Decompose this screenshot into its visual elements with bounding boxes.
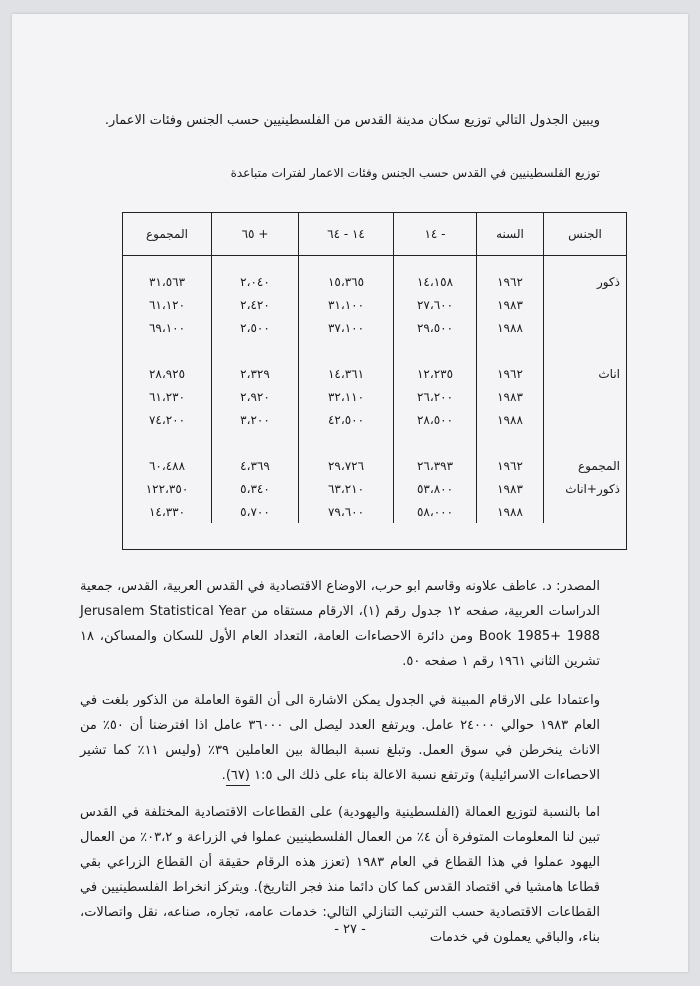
cell-value: ٢٦،٢٠٠: [394, 385, 477, 408]
header-gender: الجنس: [544, 213, 627, 256]
table-row: [123, 362, 626, 385]
cell-value: ٣،٢٠٠: [212, 408, 299, 431]
cell-value: ٤،٣٦٩: [212, 454, 299, 477]
cell-year: ١٩٨٨: [477, 500, 544, 523]
cell-value: ٥،٣٤٠: [212, 477, 299, 500]
cell-total: ١٢٢،٣٥٠: [145, 481, 189, 496]
cell-total: ٦٠،٤٨٨: [148, 458, 186, 473]
table-header-row: [123, 213, 626, 256]
cell-value: ١٥،٣٦٥: [299, 270, 394, 293]
cell-total: ٦١،٢٣٠: [148, 389, 186, 404]
cell-value: ٥،٧٠٠: [212, 500, 299, 523]
cell-value: ٥٨،٠٠٠: [394, 500, 477, 523]
cell-total: ٧٤،٢٠٠: [148, 412, 186, 427]
cell-year: ١٩٨٨: [477, 316, 544, 339]
cell-year: ١٩٨٨: [477, 408, 544, 431]
cell-value: ٣١،١٠٠: [299, 293, 394, 316]
cell-value: ٤٢،٥٠٠: [299, 408, 394, 431]
cell-year: ١٩٨٣: [477, 293, 544, 316]
cell-value: ٥٣،٨٠٠: [394, 477, 477, 500]
cell-year: ١٩٦٢: [477, 362, 544, 385]
footnote-reference: (٦٧): [226, 768, 250, 786]
table-row: [123, 408, 626, 431]
table-caption: توزيع الفلسطينيين في القدس حسب الجنس وفئات الاعمار لفترات متباعدة: [230, 166, 600, 180]
group-label-total: المجموع: [544, 454, 627, 477]
cell-value: ٢،٤٢٠: [212, 293, 299, 316]
header-year: السنه: [477, 213, 544, 256]
table-row: [123, 454, 626, 477]
group-label-total-sub: ذكور+اناث: [544, 477, 627, 500]
header-14-64: ١٤ - ٦٤: [299, 213, 394, 256]
cell-total: ٦٩،١٠٠: [148, 320, 186, 335]
body-paragraph-1: واعتمادا على الارقام المبينة في الجدول يمكن الاشارة الى أن القوة العاملة من الذكور بلغت في العام ١٩٨٣ حوالي ٢٤٠٠٠ عامل. ويرتفع العدد ليصل الى ٣٦٠٠٠ عامل اذا افترضنا أن ٥٠٪ من الاناث ينخرطن في سوق العمل. وتبلغ نسبة البطالة بين العاملين ٣٩٪ (وليس ١١٪ كما تشير الاحصاءات الاسرائيلية) وترتفع نسبة الاعالة بناء على ذلك الى ١:٥ (٦٧).: [80, 688, 600, 788]
cell-value: ٢،٣٢٩: [212, 362, 299, 385]
cell-value: ٢٧،٦٠٠: [394, 293, 477, 316]
cell-value: ٢٨،٥٠٠: [394, 408, 477, 431]
source-note: المصدر: د. عاطف علاونه وقاسم ابو حرب، الاوضاع الاقتصادية في القدس العربية، القدس، جمعية الدراسات العربية، صفحه ١٢ جدول رقم (١)، الارقام مستقاه من Jerusalem Statistical Year Book 1985+ 1988 ومن دائرة الاحصاءات العامة، التعداد العام الأول للسكان والمساكن، ١٨ تشرين الثاني ١٩٦١ رقم ١ صفحه ٥٠.: [80, 579, 600, 669]
cell-value: ٢،٠٤٠: [212, 270, 299, 293]
cell-value: ٣٢،١١٠: [299, 385, 394, 408]
cell-year: ١٩٨٣: [477, 477, 544, 500]
header-under-14: - ١٤: [394, 213, 477, 256]
page-number: - ٢٧ -: [334, 922, 366, 937]
population-table: [122, 212, 627, 550]
cell-value: ٢٦،٣٩٣: [394, 454, 477, 477]
cell-year: ١٩٦٢: [477, 454, 544, 477]
paragraph-text: واعتمادا على الارقام المبينة في الجدول يمكن الاشارة الى أن القوة العاملة من الذكور بلغت في العام ١٩٨٣ حوالي ٢٤٠٠٠ عامل. ويرتفع العدد ليصل الى ٣٦٠٠٠ عامل اذا افترضنا أن ٥٠٪ من الاناث ينخرطن في سوق العمل. وتبلغ نسبة البطالة بين العاملين ٣٩٪ (وليس ١١٪ كما تشير الاحصاءات الاسرائيلية) وترتفع نسبة الاعالة بناء على ذلك الى ١:٥: [80, 693, 600, 783]
body-paragraph-2: اما بالنسبة لتوزيع العمالة (الفلسطينية واليهودية) على القطاعات الاقتصادية المختلفة في القدس تبين لنا المعلومات المتوفرة أن ٤٪ من العمال الفلسطينيين عملوا في الزراعة و ٠٣،٢٪ من العمال اليهود عملوا في هذا القطاع في العام ١٩٨٣ (تعزز هذه الرقام حقيقة أن القطاع الزراعي بقي قطاعا هامشيا في اقتصاد القدس كما كان دائما منذ فجر التاريخ). ويتركز انخراط الفلسطينيين في القطاعات الاقتصادية حسب الترتيب التنازلي التالي: خدمات عامه، تجاره، صناعه، نقل واتصالات، بناء، والباقي يعملون في خدمات: [80, 805, 601, 945]
cell-value: ٧٩،٦٠٠: [299, 500, 394, 523]
cell-value: ٢٩،٥٠٠: [394, 316, 477, 339]
cell-value: ١٢،٢٣٥: [394, 362, 477, 385]
table-row: [123, 270, 626, 293]
table-row: [123, 316, 626, 339]
group-label-female: اناث: [544, 362, 627, 385]
cell-year: ١٩٦٢: [477, 270, 544, 293]
cell-total: ١٤،٣٣٠: [148, 504, 186, 519]
cell-value: ٢٩،٧٢٦: [299, 454, 394, 477]
cell-total: ٦١،١٢٠: [148, 297, 186, 312]
intro-paragraph: ويبين الجدول التالي توزيع سكان مدينة القدس من الفلسطينيين حسب الجنس وفئات الاعمار.: [104, 113, 600, 128]
cell-value: ١٤،١٥٨: [394, 270, 477, 293]
group-label-male: ذكور: [544, 270, 627, 293]
table-row: [123, 500, 626, 523]
header-65-plus: + ٦٥: [212, 213, 299, 256]
table-row: [123, 477, 626, 500]
cell-year: ١٩٨٣: [477, 385, 544, 408]
cell-value: ٦٣،٢١٠: [299, 477, 394, 500]
table-row: [123, 293, 626, 316]
cell-value: ٣٧،١٠٠: [299, 316, 394, 339]
document-page: [12, 14, 688, 972]
cell-total: ٣١،٥٦٣: [148, 274, 186, 289]
header-total: المجموع: [123, 213, 212, 256]
cell-total: ٢٨،٩٢٥: [148, 366, 186, 381]
cell-value: ١٤،٣٦١: [299, 362, 394, 385]
table-row: [123, 385, 626, 408]
cell-value: ٢،٩٢٠: [212, 385, 299, 408]
cell-value: ٢،٥٠٠: [212, 316, 299, 339]
